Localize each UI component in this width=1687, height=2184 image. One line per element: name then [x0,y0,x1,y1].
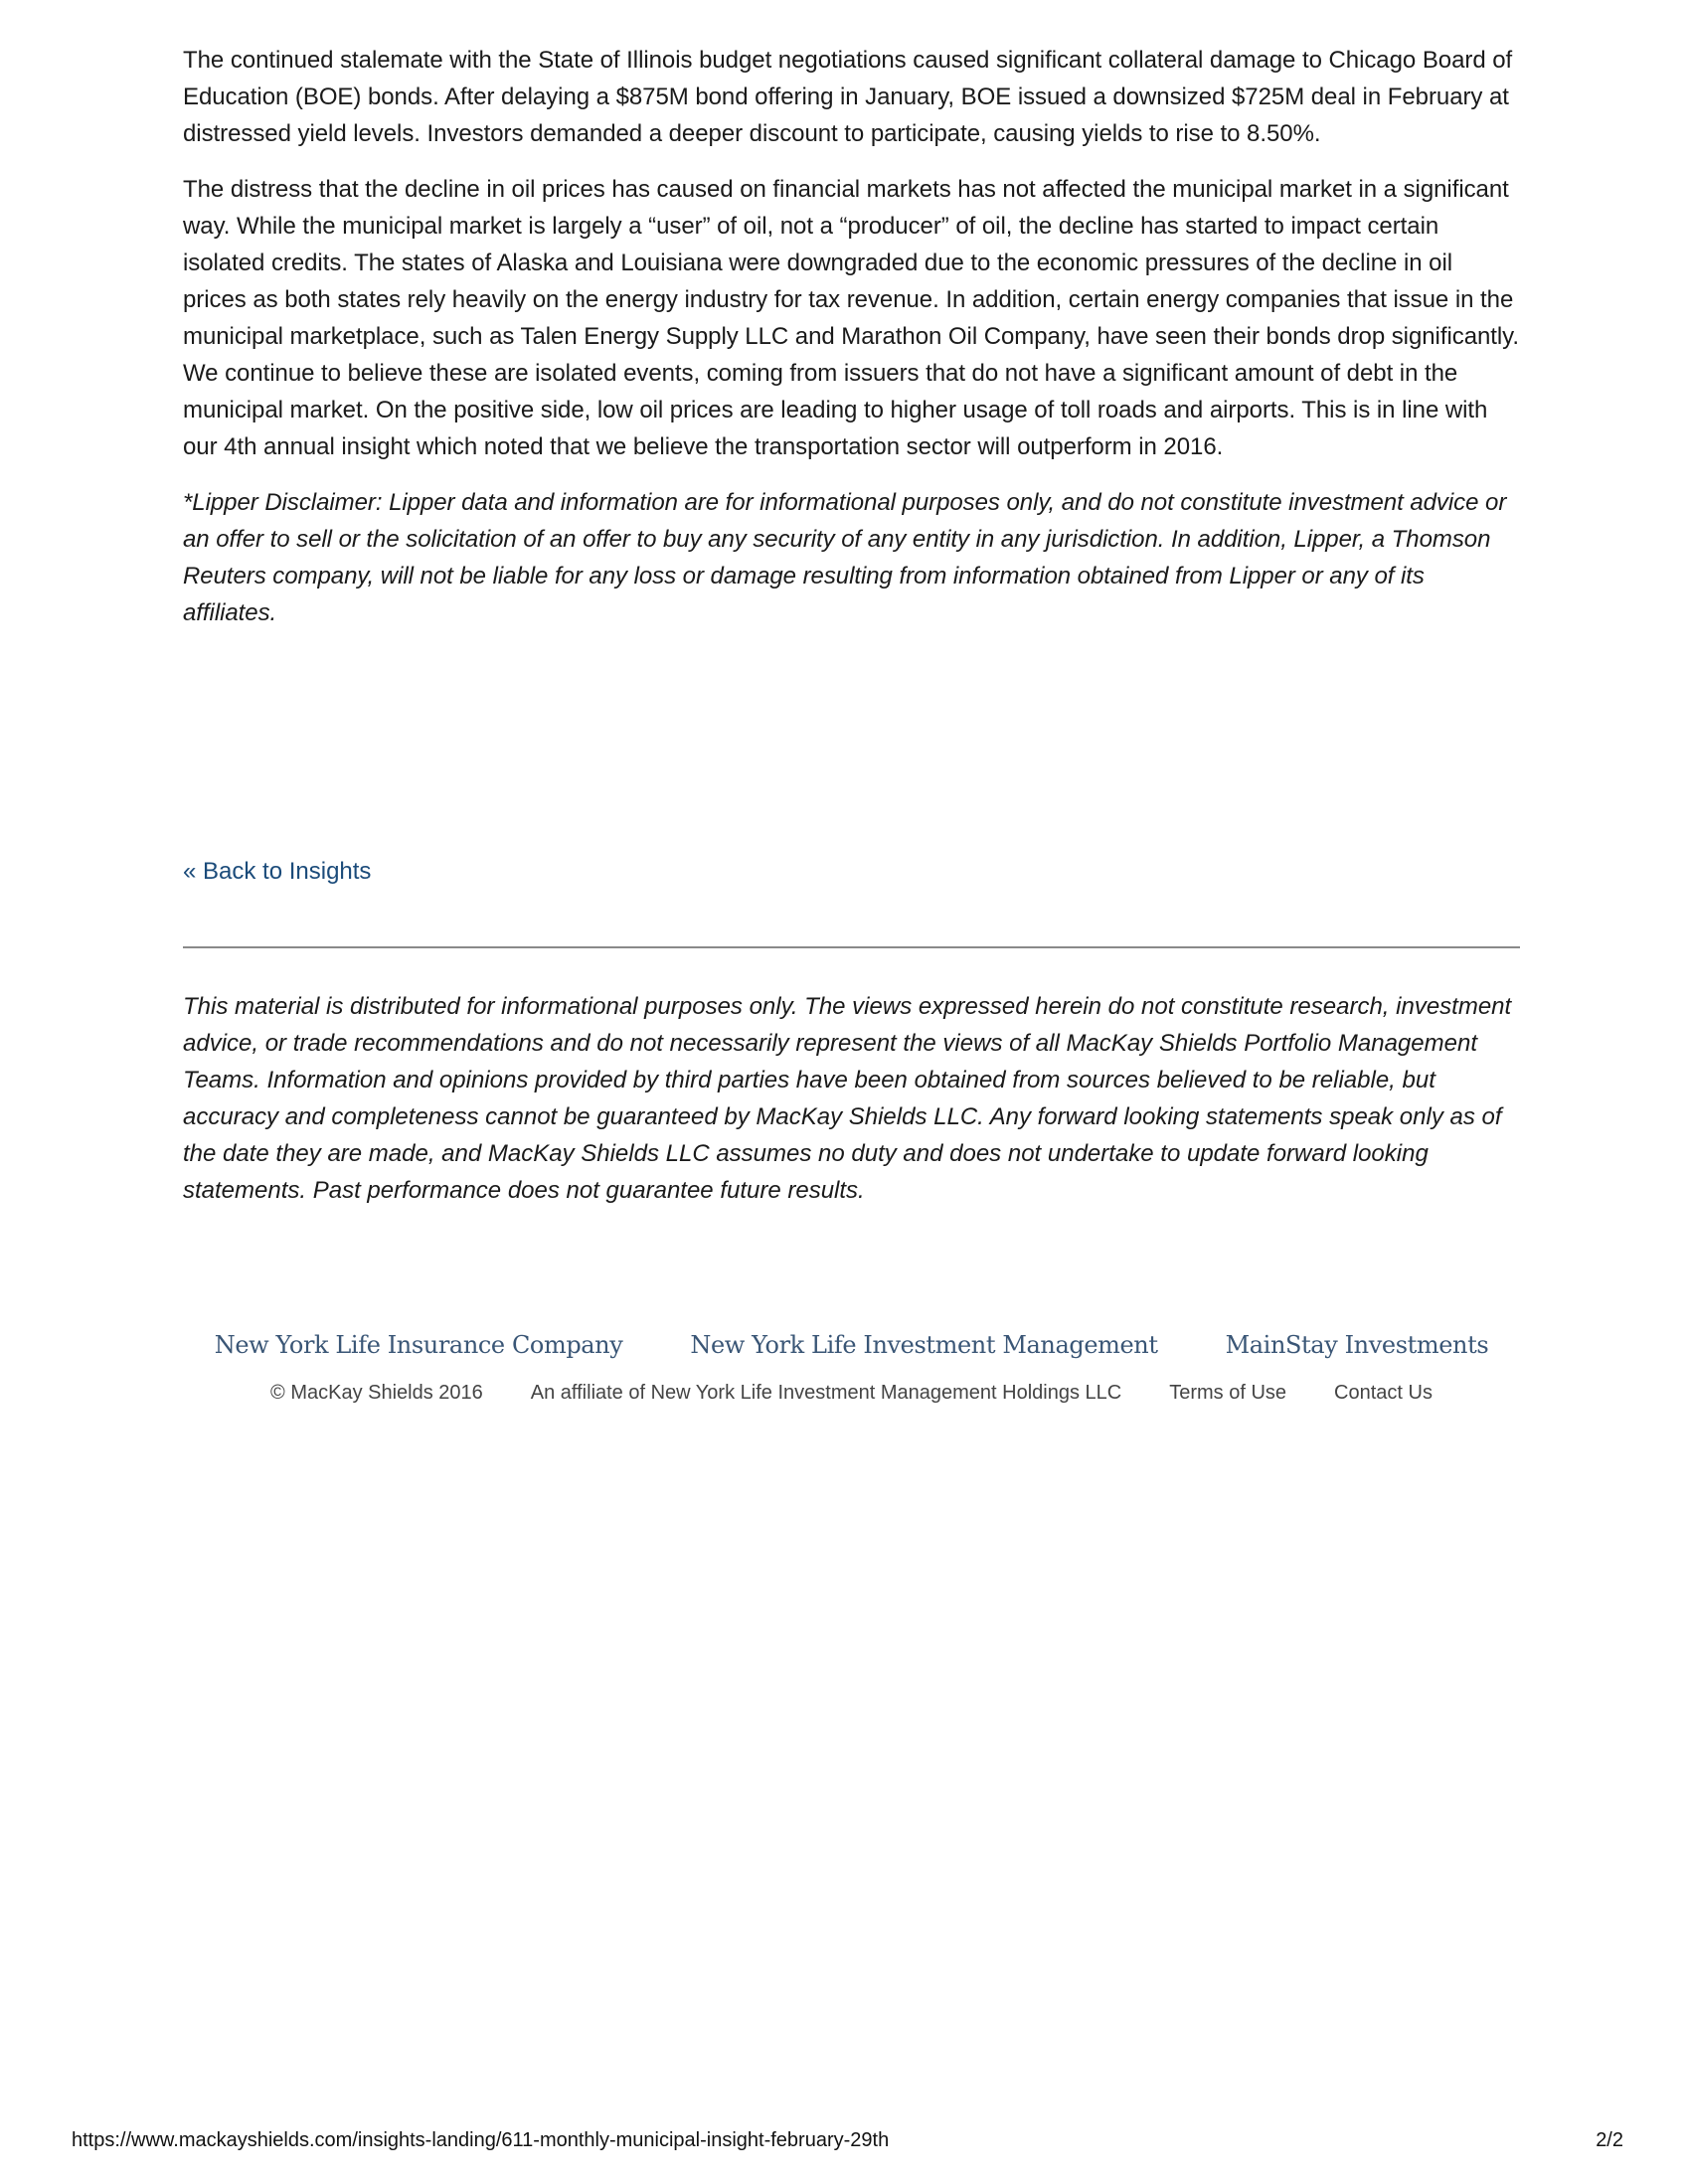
affiliate-text: An affiliate of New York Life Investment Management Holdings LLC [530,1382,1122,1404]
back-to-insights-link[interactable]: « Back to Insights [183,858,372,885]
lipper-disclaimer: *Lipper Disclaimer: Lipper data and information are for informational purposes only, and do not constitute investment advice or an offer to sell or the solicitation of an offer to buy any security of any entity in any jurisdiction. In addition, Lipper, a Thomson Reuters company, will not be liable for any loss or damage resulting from information obtained from Lipper or any of its affiliates. [183,489,1507,626]
brand-links [183,1331,1520,1359]
contact-us-link[interactable]: Contact Us [1334,1382,1433,1404]
legal-disclaimer: This material is distributed for informational purposes only. The views expressed herein do not constitute research, investment advice, or trade recommendations and do not necessarily represent the views of all MacKay Shields Portfolio Management Teams. Information and opinions provided by third parties have been obtained from sources believed to be reliable, but accuracy and completeness cannot be guaranteed by MacKay Shields LLC. Any forward looking statements speak only as of the date they are made, and MacKay Shields LLC assumes no duty and does not undertake to update forward looking statements. Past performance does not guarantee future results. [183,993,1512,1204]
divider [183,946,1520,948]
print-page-number: 2/2 [1596,2129,1623,2151]
nyl-investment-link[interactable]: New York Life Investment Management [690,1331,1158,1359]
paragraph-oil-prices: The distress that the decline in oil prices has caused on financial markets has not affected the municipal market in a significant way. While the municipal market is largely a “user” of oil, not a “producer” of oil, the decline has started to impact certain isolated credits. The states of Alaska and Louisiana were downgraded due to the economic pressures of the decline in oil prices as both states rely heavily on the energy industry for tax revenue. In addition, certain energy companies that issue in the municipal marketplace, such as Talen Energy Supply LLC and Marathon Oil Company, have seen their bonds drop significantly. We continue to believe these are isolated events, coming from issuers that do not have a significant amount of debt in the municipal market. On the positive side, low oil prices are leading to higher usage of toll roads and airports. This is in line with our 4th annual insight which noted that we believe the transportation sector will outperform in 2016. [183,176,1519,460]
print-url: https://www.mackayshields.com/insights-landing/611-monthly-municipal-insight-february-29th [72,2129,890,2151]
paragraph-chicago-boe: The continued stalemate with the State of Illinois budget negotiations caused significant collateral damage to Chicago Board of Education (BOE) bonds. After delaying a $875M bond offering in January, BOE issued a downsized $725M deal in February at distressed yield levels. Investors demanded a deeper discount to participate, causing yields to rise to 8.50%. [183,47,1513,147]
copyright: © MacKay Shields 2016 [270,1382,483,1404]
terms-of-use-link[interactable]: Terms of Use [1169,1382,1287,1404]
nyl-insurance-link[interactable]: New York Life Insurance Company [214,1331,623,1359]
footer [183,1382,1520,1405]
article-body [183,42,1520,650]
mainstay-link[interactable]: MainStay Investments [1225,1331,1489,1359]
